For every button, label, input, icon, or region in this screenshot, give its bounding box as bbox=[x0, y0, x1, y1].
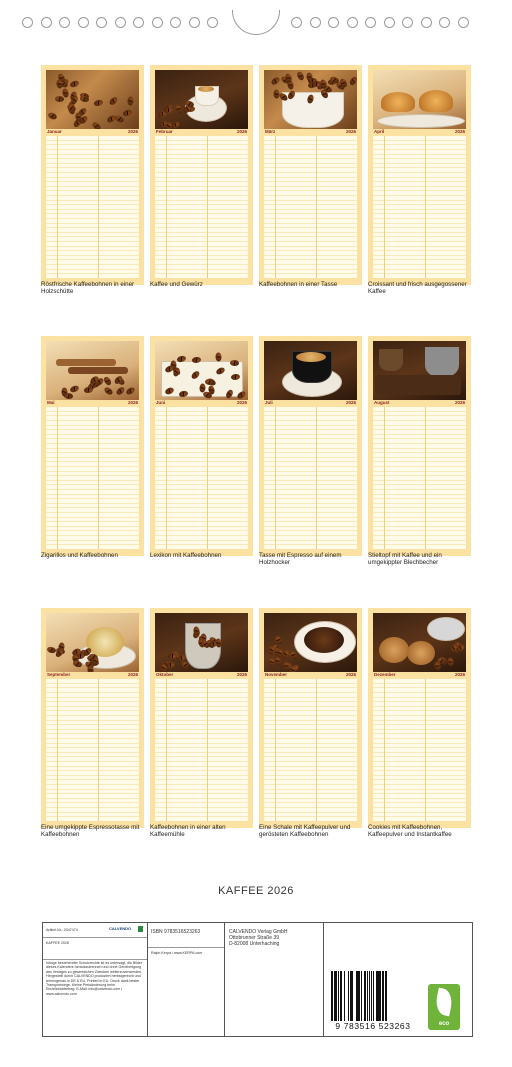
cookie-icon bbox=[407, 641, 435, 665]
month-photo bbox=[155, 341, 248, 400]
product-name: KAFFEE 2026 bbox=[46, 941, 69, 945]
month-header bbox=[373, 400, 466, 407]
binding-hole bbox=[402, 17, 413, 28]
month-name: September bbox=[47, 672, 71, 677]
month-photo bbox=[46, 341, 139, 400]
binding-hole bbox=[133, 17, 144, 28]
coffee-bean-icon bbox=[215, 352, 222, 361]
author: Ralph Kerpa / www.KERPA.com bbox=[151, 951, 203, 955]
logo-square-icon bbox=[138, 926, 143, 932]
binding-hole bbox=[59, 17, 70, 28]
month-photo bbox=[264, 613, 357, 672]
coffee-bean-icon bbox=[115, 385, 126, 395]
article-row bbox=[43, 923, 147, 938]
info-left-column bbox=[43, 923, 148, 1036]
barcode-bar bbox=[387, 971, 388, 1021]
binding-hole bbox=[189, 17, 200, 28]
binding-hole bbox=[347, 17, 358, 28]
article-number: Artikel-Nr.: 2047474 bbox=[46, 928, 78, 932]
binding-hole bbox=[152, 17, 163, 28]
month-name: Juli bbox=[265, 400, 273, 405]
coffee-bean-icon bbox=[170, 120, 181, 129]
month-name: Mai bbox=[47, 400, 55, 405]
day-grid bbox=[155, 136, 248, 278]
month-name: August bbox=[374, 400, 390, 405]
month-photo bbox=[46, 70, 139, 129]
plate-icon bbox=[377, 114, 465, 128]
month-card bbox=[150, 336, 253, 556]
month-header bbox=[264, 400, 357, 407]
month-photo bbox=[46, 613, 139, 672]
calendar-title: KAFFEE 2026 bbox=[218, 885, 294, 897]
coffee-bean-icon bbox=[93, 99, 103, 107]
month-year: 2026 bbox=[345, 129, 356, 134]
eco-label: eco bbox=[438, 1021, 450, 1027]
month-year: 2026 bbox=[127, 672, 138, 677]
binding-hole bbox=[365, 17, 376, 28]
binding-hole bbox=[439, 17, 450, 28]
cookie-icon bbox=[379, 637, 409, 663]
month-year: 2026 bbox=[454, 129, 465, 134]
cup-icon bbox=[86, 627, 124, 657]
coffee-bean-icon bbox=[47, 112, 58, 121]
bag-icon bbox=[375, 375, 461, 395]
month-header bbox=[373, 129, 466, 136]
coffee-bean-icon bbox=[92, 120, 103, 129]
coffee-bean-icon bbox=[122, 109, 132, 117]
month-card bbox=[368, 336, 471, 556]
binding-hole bbox=[458, 17, 469, 28]
month-name: November bbox=[265, 672, 288, 677]
month-year: 2026 bbox=[345, 400, 356, 405]
month-caption: Eine umgekippte Espressotasse mit Kaffeebohnen bbox=[41, 824, 140, 839]
croissant-icon bbox=[381, 92, 415, 112]
month-photo bbox=[373, 613, 466, 672]
month-name: April bbox=[374, 129, 385, 134]
coffee-bean-icon bbox=[296, 70, 305, 81]
day-grid bbox=[264, 136, 357, 278]
month-name: März bbox=[265, 129, 276, 134]
binding-hole bbox=[170, 17, 181, 28]
info-box bbox=[42, 922, 473, 1037]
coffee-bean-icon bbox=[84, 386, 94, 393]
coffee-bean-icon bbox=[174, 104, 184, 115]
publisher-line-3: D-82008 Unterhaching bbox=[229, 941, 280, 947]
publisher-line-1: CALVENDO Verlag GmbH bbox=[229, 929, 288, 935]
month-header bbox=[46, 672, 139, 679]
info-isbn-column bbox=[148, 923, 225, 1036]
logo-text: CALVENDO bbox=[109, 926, 132, 931]
day-grid bbox=[264, 679, 357, 821]
coffee-bean-icon bbox=[164, 106, 175, 115]
binding-hole bbox=[96, 17, 107, 28]
coffee-bean-icon bbox=[125, 386, 136, 396]
month-year: 2026 bbox=[236, 400, 247, 405]
binding-hole bbox=[310, 17, 321, 28]
coffee-bean-icon bbox=[103, 386, 114, 396]
month-card bbox=[41, 608, 144, 828]
month-year: 2026 bbox=[345, 672, 356, 677]
product-row bbox=[43, 937, 147, 960]
coffee-bean-icon bbox=[446, 657, 454, 667]
month-card bbox=[368, 608, 471, 828]
month-header bbox=[155, 672, 248, 679]
month-caption: Kaffeebohnen in einer alten Kaffeemühle bbox=[150, 824, 226, 839]
crema-icon bbox=[198, 86, 214, 92]
month-photo bbox=[373, 70, 466, 129]
coffee-bean-icon bbox=[215, 638, 222, 648]
day-grid bbox=[46, 136, 139, 278]
month-caption: Kaffeebohnen in einer Tasse bbox=[259, 281, 338, 288]
day-grid bbox=[155, 407, 248, 549]
coffee-bean-icon bbox=[108, 96, 119, 107]
month-card bbox=[259, 65, 362, 285]
month-name: Dezember bbox=[374, 672, 396, 677]
barcode-number: 9 783516 523263 bbox=[335, 1021, 411, 1031]
day-grid bbox=[264, 407, 357, 549]
publisher-column bbox=[225, 923, 324, 1036]
month-year: 2026 bbox=[127, 129, 138, 134]
month-header bbox=[264, 672, 357, 679]
month-caption: Cookies mit Kaffeebohnen, Kaffeepulver und Instantkaffee bbox=[368, 824, 452, 839]
binding-hole bbox=[115, 17, 126, 28]
eco-badge bbox=[428, 984, 460, 1030]
binding-hole bbox=[207, 17, 218, 28]
mug-icon bbox=[425, 347, 459, 377]
month-name: Oktober bbox=[156, 672, 174, 677]
month-caption: Eine Schale mit Kaffeepulver und gerösteten Kaffeebohnen bbox=[259, 824, 351, 839]
month-name: Januar bbox=[47, 129, 62, 134]
month-card bbox=[41, 65, 144, 285]
binding-hole bbox=[78, 17, 89, 28]
month-card bbox=[150, 65, 253, 285]
powder-icon bbox=[304, 627, 344, 653]
month-card bbox=[41, 336, 144, 556]
month-card bbox=[150, 608, 253, 828]
binding-hole bbox=[291, 17, 302, 28]
month-year: 2026 bbox=[236, 672, 247, 677]
month-photo bbox=[264, 70, 357, 129]
month-photo bbox=[155, 70, 248, 129]
month-year: 2026 bbox=[454, 672, 465, 677]
day-grid bbox=[373, 407, 466, 549]
pot-icon bbox=[379, 349, 403, 371]
cigarillo-icon bbox=[68, 367, 128, 374]
isbn-divider bbox=[148, 947, 224, 948]
binding-hole bbox=[384, 17, 395, 28]
month-year: 2026 bbox=[236, 129, 247, 134]
coffee-bean-icon bbox=[70, 80, 81, 89]
month-header bbox=[46, 129, 139, 136]
coffee-bean-icon bbox=[80, 95, 90, 102]
month-caption: Lexikon mit Kaffeebohnen bbox=[150, 552, 222, 559]
barcode-bars bbox=[331, 971, 417, 1021]
month-photo bbox=[155, 613, 248, 672]
month-photo bbox=[373, 341, 466, 400]
isbn: ISBN 9783516523263 bbox=[151, 929, 201, 935]
month-caption: Tasse mit Espresso auf einem Holzhocker bbox=[259, 552, 342, 567]
day-grid bbox=[155, 679, 248, 821]
month-header bbox=[155, 129, 248, 136]
month-year: 2026 bbox=[127, 400, 138, 405]
binding-hole bbox=[421, 17, 432, 28]
month-caption: Zigarillos und Kaffeebohnen bbox=[41, 552, 118, 559]
croissant-icon bbox=[419, 90, 453, 112]
month-header bbox=[373, 672, 466, 679]
binding-hole bbox=[22, 17, 33, 28]
month-header bbox=[155, 400, 248, 407]
day-grid bbox=[46, 407, 139, 549]
barcode bbox=[325, 969, 421, 1033]
binding-hole bbox=[328, 17, 339, 28]
spoon-icon bbox=[427, 617, 465, 641]
month-caption: Kaffee und Gewürz bbox=[150, 281, 203, 288]
cigarillo-icon bbox=[56, 359, 116, 366]
coffee-bean-icon bbox=[166, 661, 177, 670]
leaf-icon bbox=[433, 988, 454, 1017]
day-grid bbox=[373, 136, 466, 278]
crema-icon bbox=[296, 352, 326, 362]
month-photo bbox=[264, 341, 357, 400]
calvendo-logo bbox=[109, 926, 143, 933]
coffee-bean-icon bbox=[103, 376, 113, 387]
coffee-bean-icon bbox=[127, 96, 134, 105]
day-grid bbox=[373, 679, 466, 821]
month-caption: Croissant und frisch ausgegossener Kaffee bbox=[368, 281, 467, 296]
month-name: Februar bbox=[156, 129, 173, 134]
coffee-bean-icon bbox=[69, 384, 80, 393]
coffee-bean-icon bbox=[349, 76, 357, 87]
month-header bbox=[46, 400, 139, 407]
month-name: Juni bbox=[156, 400, 166, 405]
month-card bbox=[368, 65, 471, 285]
month-card bbox=[259, 608, 362, 828]
coffee-bean-icon bbox=[55, 96, 64, 102]
month-card bbox=[259, 336, 362, 556]
coffee-bean-icon bbox=[270, 76, 281, 86]
month-year: 2026 bbox=[454, 400, 465, 405]
disclaimer-text: Infolge bestehender Schutzrechte ist es untersagt, die Bilder dieses Kalenders herauszutrennen und ohne Genehmigung des Verlages zu gewerblichen Zwecken weiterzuverwenden. Hergestellt durch CALVENDO produziert herbstgerecht und termingenau in DE & EU. Printed in EU. Druck dank bester Transportwege. Kleine Preisänderung beim Einzelstückbetrag. E-Mail: info@calvendo.com | www.calvendo.com bbox=[46, 961, 143, 996]
publisher-line-2: Ottobrunner Straße 39 bbox=[229, 935, 280, 941]
hanger-cutout bbox=[232, 10, 280, 35]
month-caption: Stieltopf mit Kaffee und ein umgekippter Blechbecher bbox=[368, 552, 442, 567]
month-header bbox=[264, 129, 357, 136]
day-grid bbox=[46, 679, 139, 821]
month-caption: Röstfrische Kaffeebohnen in einer Holzschütte bbox=[41, 281, 135, 296]
binding-hole bbox=[41, 17, 52, 28]
